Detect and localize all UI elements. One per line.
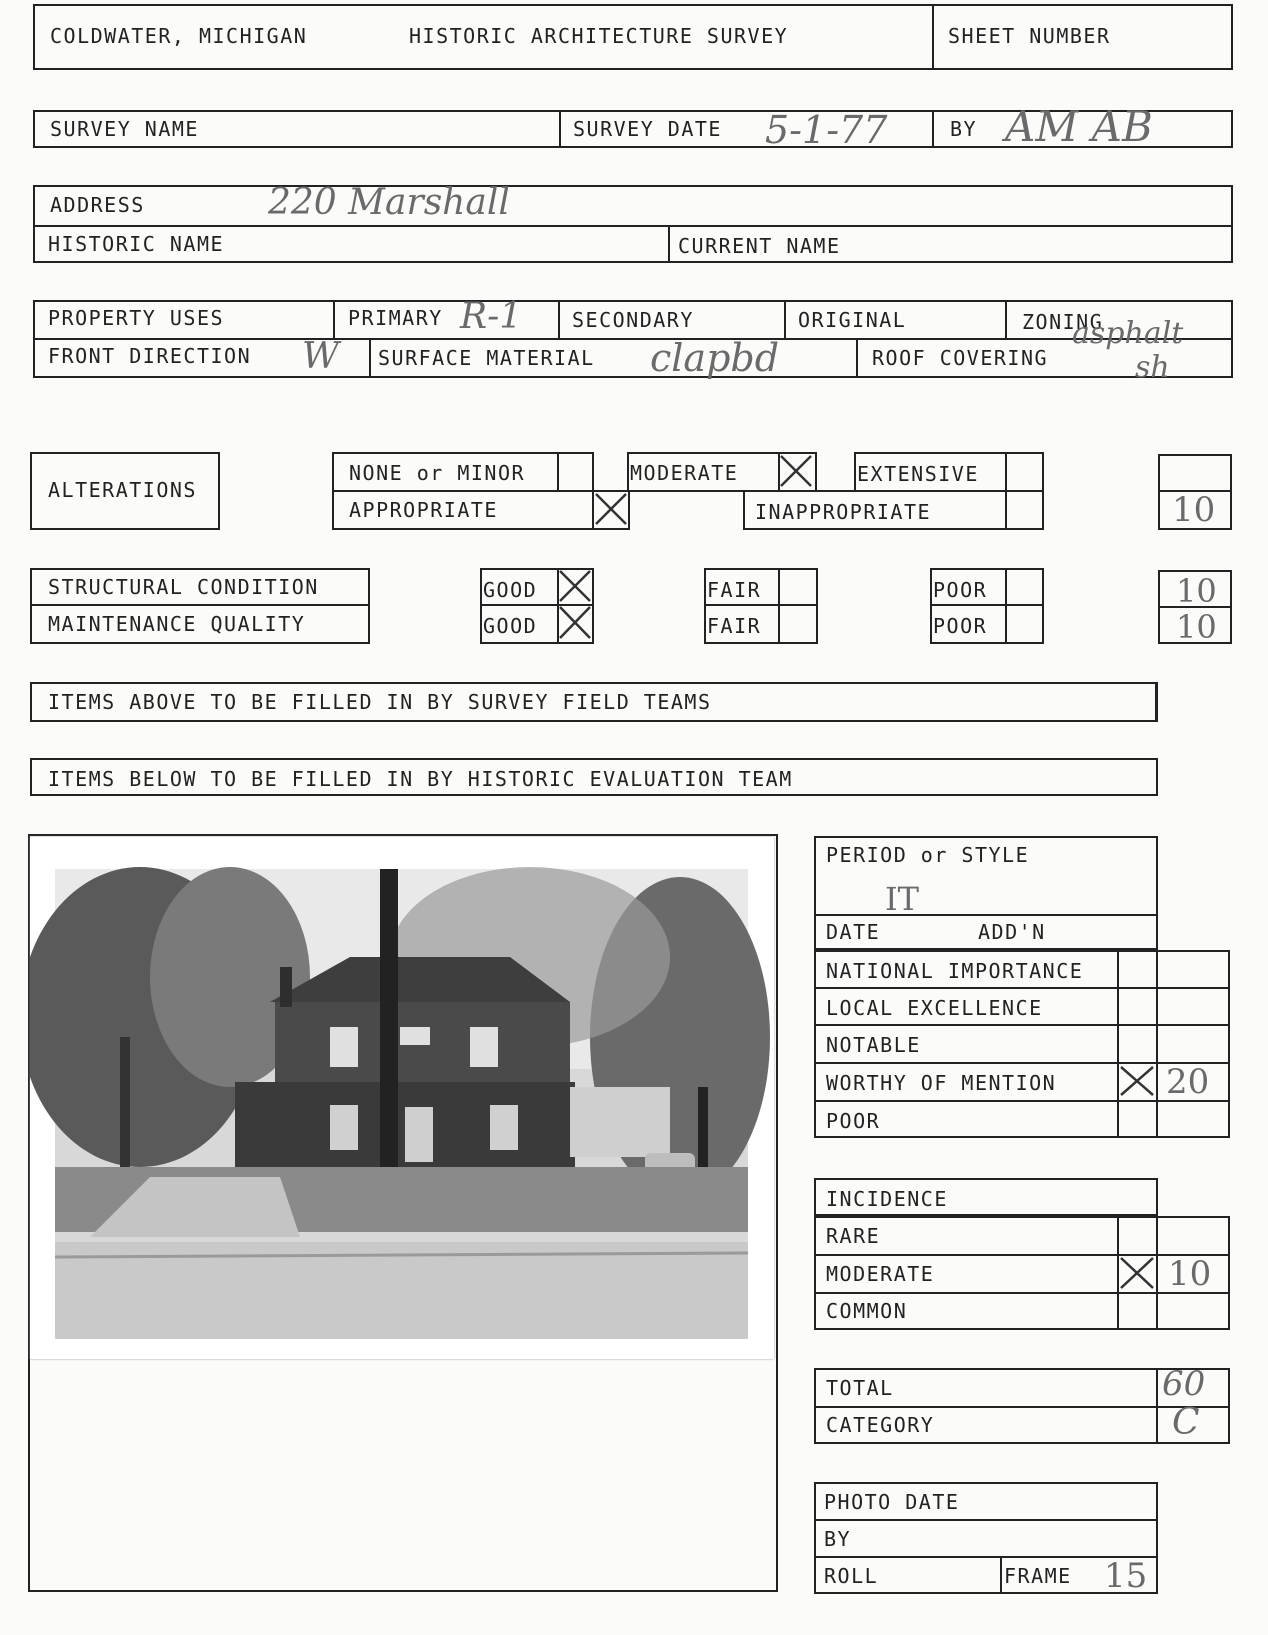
worthy-score: 20 bbox=[1166, 1062, 1210, 1102]
survey-name-label: SURVEY NAME bbox=[50, 117, 199, 141]
property-divider bbox=[33, 338, 1233, 340]
maintenance-poor-label: POOR bbox=[933, 614, 988, 638]
incidence-moderate-score: 10 bbox=[1168, 1254, 1212, 1294]
secondary-label: SECONDARY bbox=[572, 308, 694, 332]
rare-label: RARE bbox=[826, 1224, 881, 1248]
survey-by-value: AM AB bbox=[1005, 102, 1153, 151]
prop-div-1 bbox=[333, 300, 335, 338]
survey-divider-2 bbox=[932, 110, 934, 148]
address-divider bbox=[33, 225, 1233, 227]
frame-label: FRAME bbox=[1004, 1564, 1072, 1588]
imp-div-2 bbox=[814, 1024, 1230, 1026]
maintenance-quality-label: MAINTENANCE QUALITY bbox=[48, 612, 306, 636]
historic-name-label: HISTORIC NAME bbox=[48, 232, 225, 256]
inappropriate-checkbox-line bbox=[1005, 490, 1007, 528]
total-label: TOTAL bbox=[826, 1376, 894, 1400]
category-value: C bbox=[1172, 1402, 1200, 1443]
importance-check-col bbox=[1117, 950, 1119, 1138]
imp-div-1 bbox=[814, 987, 1230, 989]
photo-info-div-1 bbox=[814, 1519, 1158, 1521]
appropriate-label: APPROPRIATE bbox=[349, 498, 498, 522]
notes-below-label: ITEMS BELOW TO BE FILLED IN BY HISTORIC EVALUATION TEAM bbox=[48, 767, 793, 791]
maintenance-good-check-mark bbox=[557, 604, 594, 642]
original-label: ORIGINAL bbox=[798, 308, 907, 332]
current-name-label: CURRENT NAME bbox=[678, 234, 841, 258]
primary-label: PRIMARY bbox=[348, 306, 443, 330]
none-minor-label: NONE or MINOR bbox=[349, 461, 526, 485]
none-minor-checkbox-line bbox=[557, 452, 559, 490]
appropriate-check-mark bbox=[592, 490, 630, 528]
notes-above-label: ITEMS ABOVE TO BE FILLED IN BY SURVEY FIELD TEAMS bbox=[48, 690, 712, 714]
zoning-label: ZONING bbox=[1022, 310, 1104, 334]
header-divider bbox=[932, 4, 934, 70]
photo-by-label: BY bbox=[824, 1527, 852, 1551]
alterations-score: 10 bbox=[1172, 490, 1216, 530]
extensive-checkbox-line bbox=[1005, 452, 1007, 490]
total-value: 60 bbox=[1162, 1364, 1206, 1404]
prop-div-6 bbox=[856, 338, 858, 378]
structural-condition-label: STRUCTURAL CONDITION bbox=[48, 575, 319, 599]
prop-div-2 bbox=[558, 300, 560, 338]
category-label: CATEGORY bbox=[826, 1413, 935, 1437]
city-label: COLDWATER, MICHIGAN bbox=[50, 24, 308, 48]
name-divider bbox=[668, 225, 670, 263]
survey-divider-1 bbox=[559, 110, 561, 148]
date-label: DATE bbox=[826, 920, 881, 944]
address-value: 220 Marshall bbox=[268, 182, 510, 223]
national-importance-label: NATIONAL IMPORTANCE bbox=[826, 959, 1084, 983]
roll-label: ROLL bbox=[824, 1564, 879, 1588]
incidence-score-col bbox=[1156, 1216, 1158, 1330]
inappropriate-label: INAPPROPRIATE bbox=[755, 500, 932, 524]
local-excellence-label: LOCAL EXCELLENCE bbox=[826, 996, 1043, 1020]
notable-label: NOTABLE bbox=[826, 1033, 921, 1057]
roof-covering-value-2: sh bbox=[1135, 350, 1170, 385]
house-photo-image bbox=[30, 837, 774, 1359]
incidence-label: INCIDENCE bbox=[826, 1187, 948, 1211]
roof-covering-label: ROOF COVERING bbox=[872, 346, 1049, 370]
period-date-divider bbox=[814, 914, 1158, 916]
structural-good-label: GOOD bbox=[483, 578, 538, 602]
period-style-label: PERIOD or STYLE bbox=[826, 843, 1030, 867]
maintenance-fair-label: FAIR bbox=[707, 614, 762, 638]
incidence-moderate-label: MODERATE bbox=[826, 1262, 935, 1286]
maintenance-score: 10 bbox=[1176, 608, 1217, 646]
house-photo bbox=[30, 837, 774, 1359]
condition-divider bbox=[30, 604, 370, 606]
maintenance-good-label: GOOD bbox=[483, 614, 538, 638]
extensive-label: EXTENSIVE bbox=[857, 462, 979, 486]
structural-fair-label: FAIR bbox=[707, 578, 762, 602]
totals-divider bbox=[814, 1406, 1230, 1408]
structural-good-check-mark bbox=[557, 568, 594, 604]
primary-value: R-1 bbox=[460, 296, 523, 337]
moderate-check-mark bbox=[778, 452, 816, 490]
totals-value-col bbox=[1156, 1368, 1158, 1444]
sheet-number-label: SHEET NUMBER bbox=[948, 24, 1111, 48]
prop-div-3 bbox=[784, 300, 786, 338]
front-direction-value: W bbox=[302, 336, 340, 377]
addn-label: ADD'N bbox=[978, 920, 1046, 944]
worthy-of-mention-label: WORTHY OF MENTION bbox=[826, 1071, 1057, 1095]
form-title: HISTORIC ARCHITECTURE SURVEY bbox=[409, 24, 789, 48]
surface-material-value: clapbd bbox=[650, 336, 780, 380]
poor-checkbox-line bbox=[1005, 568, 1007, 644]
poor-label: POOR bbox=[826, 1109, 881, 1133]
moderate-label: MODERATE bbox=[630, 461, 739, 485]
poor-divider bbox=[930, 604, 1044, 606]
prop-div-4 bbox=[1005, 300, 1007, 338]
incidence-moderate-check-mark bbox=[1117, 1254, 1156, 1292]
roof-covering-value-1: asphalt bbox=[1072, 316, 1184, 351]
period-style-value: IT bbox=[885, 880, 919, 918]
importance-score-col bbox=[1156, 950, 1158, 1138]
address-label: ADDRESS bbox=[50, 193, 145, 217]
common-label: COMMON bbox=[826, 1299, 908, 1323]
survey-by-label: BY bbox=[950, 117, 978, 141]
survey-date-label: SURVEY DATE bbox=[573, 117, 722, 141]
alterations-label: ALTERATIONS bbox=[48, 478, 197, 502]
surface-material-label: SURFACE MATERIAL bbox=[378, 346, 595, 370]
worthy-check-mark bbox=[1117, 1062, 1156, 1100]
fair-divider bbox=[704, 604, 818, 606]
property-uses-label: PROPERTY USES bbox=[48, 306, 225, 330]
front-direction-label: FRONT DIRECTION bbox=[48, 344, 252, 368]
frame-divider bbox=[1000, 1556, 1002, 1594]
structural-poor-label: POOR bbox=[933, 578, 988, 602]
photo-date-label: PHOTO DATE bbox=[824, 1490, 960, 1514]
survey-date-value: 5-1-77 bbox=[765, 108, 888, 152]
structural-score: 10 bbox=[1176, 572, 1217, 610]
frame-value: 15 bbox=[1104, 1556, 1148, 1596]
prop-div-5 bbox=[369, 338, 371, 378]
fair-checkbox-line bbox=[778, 568, 780, 644]
